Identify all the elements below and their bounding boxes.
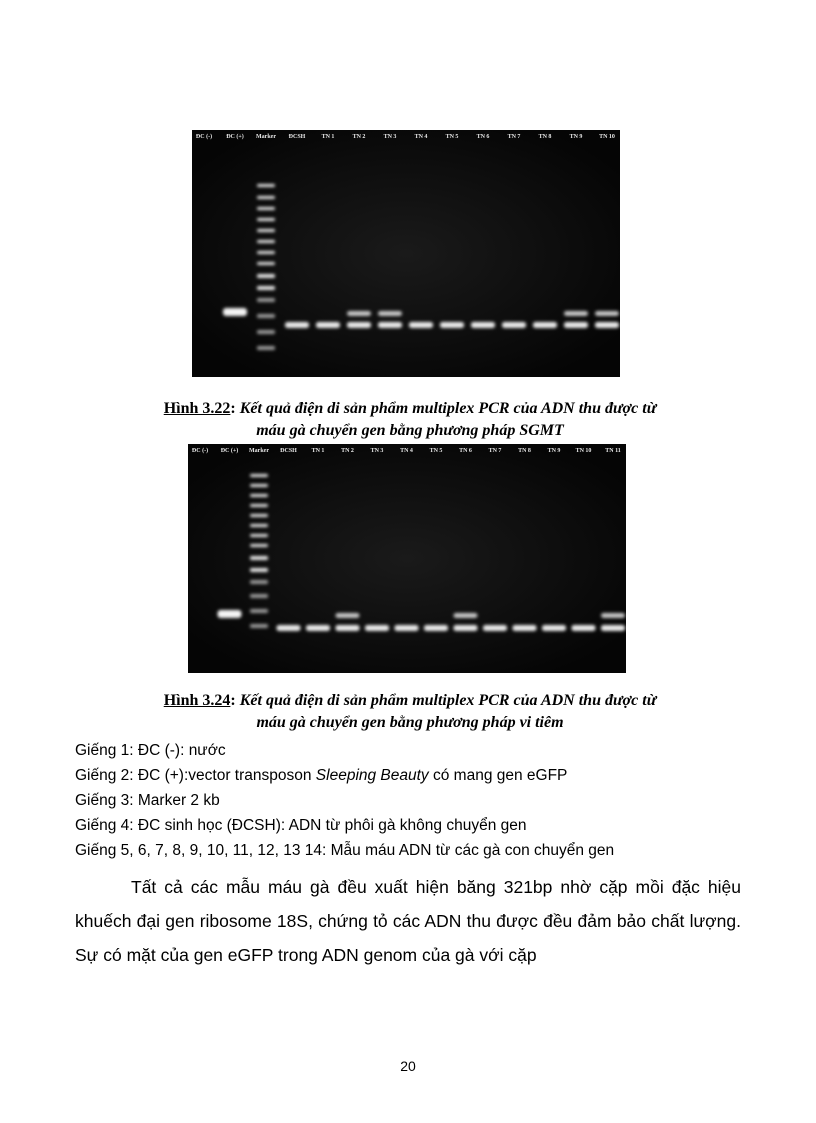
band-321bp [277, 625, 301, 631]
caption-text-line2: máu gà chuyển gen bằng phương pháp vi tiêm [256, 714, 564, 731]
band-321bp [502, 322, 526, 328]
marker-band [257, 314, 275, 318]
band-321bp [306, 625, 330, 631]
lane-label: TN 9 [547, 448, 561, 454]
lane-label: TN 8 [538, 134, 552, 140]
lane-label: TN 10 [599, 134, 615, 140]
gel-svg-2 [188, 444, 626, 673]
marker-band [257, 218, 275, 221]
band-321bp [336, 625, 360, 631]
lane-label: ĐC (+) [226, 134, 244, 140]
lane-label: TN 3 [370, 448, 384, 454]
band-321bp [285, 322, 309, 328]
figure-caption-3-24: Hình 3.24: Kết quả điện di sản phẩm multiplex PCR của ADN thu được từ máu gà chuyển gen bằng phương pháp vi tiêm [60, 690, 760, 734]
band-321bp [564, 322, 588, 328]
lane-label: TN 8 [518, 448, 531, 454]
lane-label: Marker [249, 448, 269, 454]
marker-band [250, 568, 268, 572]
band-egfp [564, 311, 588, 316]
marker-band [250, 484, 268, 487]
marker-band [257, 262, 275, 265]
band-321bp [454, 625, 478, 631]
marker-band [250, 594, 268, 598]
marker-band [257, 251, 275, 254]
marker-band [257, 240, 275, 243]
caption-text-line1: Kết quả điện di sản phẩm multiplex PCR của ADN thu được từ [239, 400, 657, 417]
lane-label: TN 6 [459, 448, 472, 454]
marker-band [257, 330, 275, 334]
lane-label: TN 1 [321, 134, 335, 140]
lane-label: ĐC (-) [191, 448, 209, 454]
caption-text-line2: máu gà chuyển gen bằng phương pháp SGMT [256, 422, 564, 439]
lane-label: ĐCSH [280, 448, 297, 454]
band-321bp [595, 322, 619, 328]
marker-band [250, 556, 268, 560]
band-egfp [601, 613, 625, 618]
gel-image-figure-3-24 [188, 444, 626, 673]
paragraph-text: Tất cả các mẫu máu gà đều xuất hiện băng 321bp nhờ cặp mồi đặc hiệu khuếch đại gen ribosome 18S, chứng tỏ các ADN thu được đều đảm bảo chất lượng. Sự có mặt của gen eGFP trong ADN genom của gà với cặp [75, 877, 741, 965]
band-321bp [471, 322, 495, 328]
legend-line-5: Giếng 5, 6, 7, 8, 9, 10, 11, 12, 13 14: Mẫu máu ADN từ các gà con chuyển gen [75, 842, 615, 859]
band-321bp [365, 625, 389, 631]
lane-label: Marker [256, 134, 276, 140]
lane-label: TN 2 [341, 448, 354, 454]
band-egfp [336, 613, 360, 618]
band-positive-control [218, 610, 242, 618]
band-egfp [378, 311, 402, 316]
lane-label: ĐC (+) [220, 448, 239, 454]
marker-band [257, 346, 275, 350]
marker-band [250, 624, 268, 628]
legend-line-2: Giếng 2: ĐC (+):vector transposon Sleeping Beauty có mang gen eGFP [75, 767, 568, 784]
band-321bp [533, 322, 557, 328]
band-321bp [572, 625, 596, 631]
band-321bp [424, 625, 448, 631]
lane-label: TN 9 [569, 134, 583, 140]
lane-label: TN 1 [311, 448, 325, 454]
marker-band [257, 274, 275, 278]
band-321bp [316, 322, 340, 328]
marker-band [250, 609, 268, 613]
lane-label: TN 5 [445, 134, 459, 140]
marker-band [257, 298, 275, 302]
marker-band [250, 544, 268, 547]
lane-label: TN 3 [383, 134, 397, 140]
band-321bp [513, 625, 537, 631]
band-321bp [409, 322, 433, 328]
lane-label: TN 4 [400, 448, 413, 454]
legend-line-4: Giếng 4: ĐC sinh học (ĐCSH): ADN từ phôi gà không chuyển gen [75, 817, 527, 834]
gel-svg-1 [192, 130, 620, 377]
band-321bp [395, 625, 419, 631]
band-321bp [347, 322, 371, 328]
page-number: 20 [400, 1058, 416, 1074]
band-egfp [595, 311, 619, 316]
caption-label: Hình 3.24 [163, 692, 231, 709]
marker-band [257, 196, 275, 199]
marker-band [257, 207, 275, 210]
lane-label: TN 6 [476, 134, 490, 140]
lane-label: TN 4 [414, 134, 428, 140]
lane-label: TN 7 [507, 134, 521, 140]
body-paragraph [75, 870, 741, 972]
lane-label: TN 5 [429, 448, 443, 454]
marker-band [250, 514, 268, 517]
lane-label: ĐC (-) [195, 134, 213, 140]
marker-band [250, 474, 268, 477]
band-positive-control [223, 308, 247, 316]
marker-band [250, 534, 268, 537]
marker-band [250, 494, 268, 497]
lane-label: TN 2 [352, 134, 366, 140]
marker-band [257, 286, 275, 290]
lane-legend [75, 738, 614, 863]
marker-band [257, 229, 275, 232]
marker-band [250, 504, 268, 507]
caption-text-line1: Kết quả điện di sản phẩm multiplex PCR của ADN thu được từ [239, 692, 657, 709]
lane-label: TN 11 [605, 448, 621, 454]
band-321bp [542, 625, 566, 631]
legend-line-1: Giếng 1: ĐC (-): nước [75, 742, 226, 759]
band-321bp [601, 625, 625, 631]
band-321bp [378, 322, 402, 328]
marker-band [250, 580, 268, 584]
caption-label: Hình 3.22 [163, 400, 231, 417]
band-egfp [347, 311, 371, 316]
lane-label: TN 10 [575, 448, 592, 454]
lane-label: ĐCSH [288, 134, 306, 140]
legend-line-3: Giếng 3: Marker 2 kb [75, 792, 220, 809]
figure-caption-3-22: Hình 3.22: Kết quả điện di sản phẩm multiplex PCR của ADN thu được từ máu gà chuyển gen bằng phương pháp SGMT [60, 398, 760, 442]
band-egfp [454, 613, 478, 618]
lane-label: TN 7 [488, 448, 502, 454]
marker-band [257, 184, 275, 187]
band-321bp [483, 625, 507, 631]
band-321bp [440, 322, 464, 328]
gel-image-figure-3-22 [192, 130, 620, 377]
marker-band [250, 524, 268, 527]
